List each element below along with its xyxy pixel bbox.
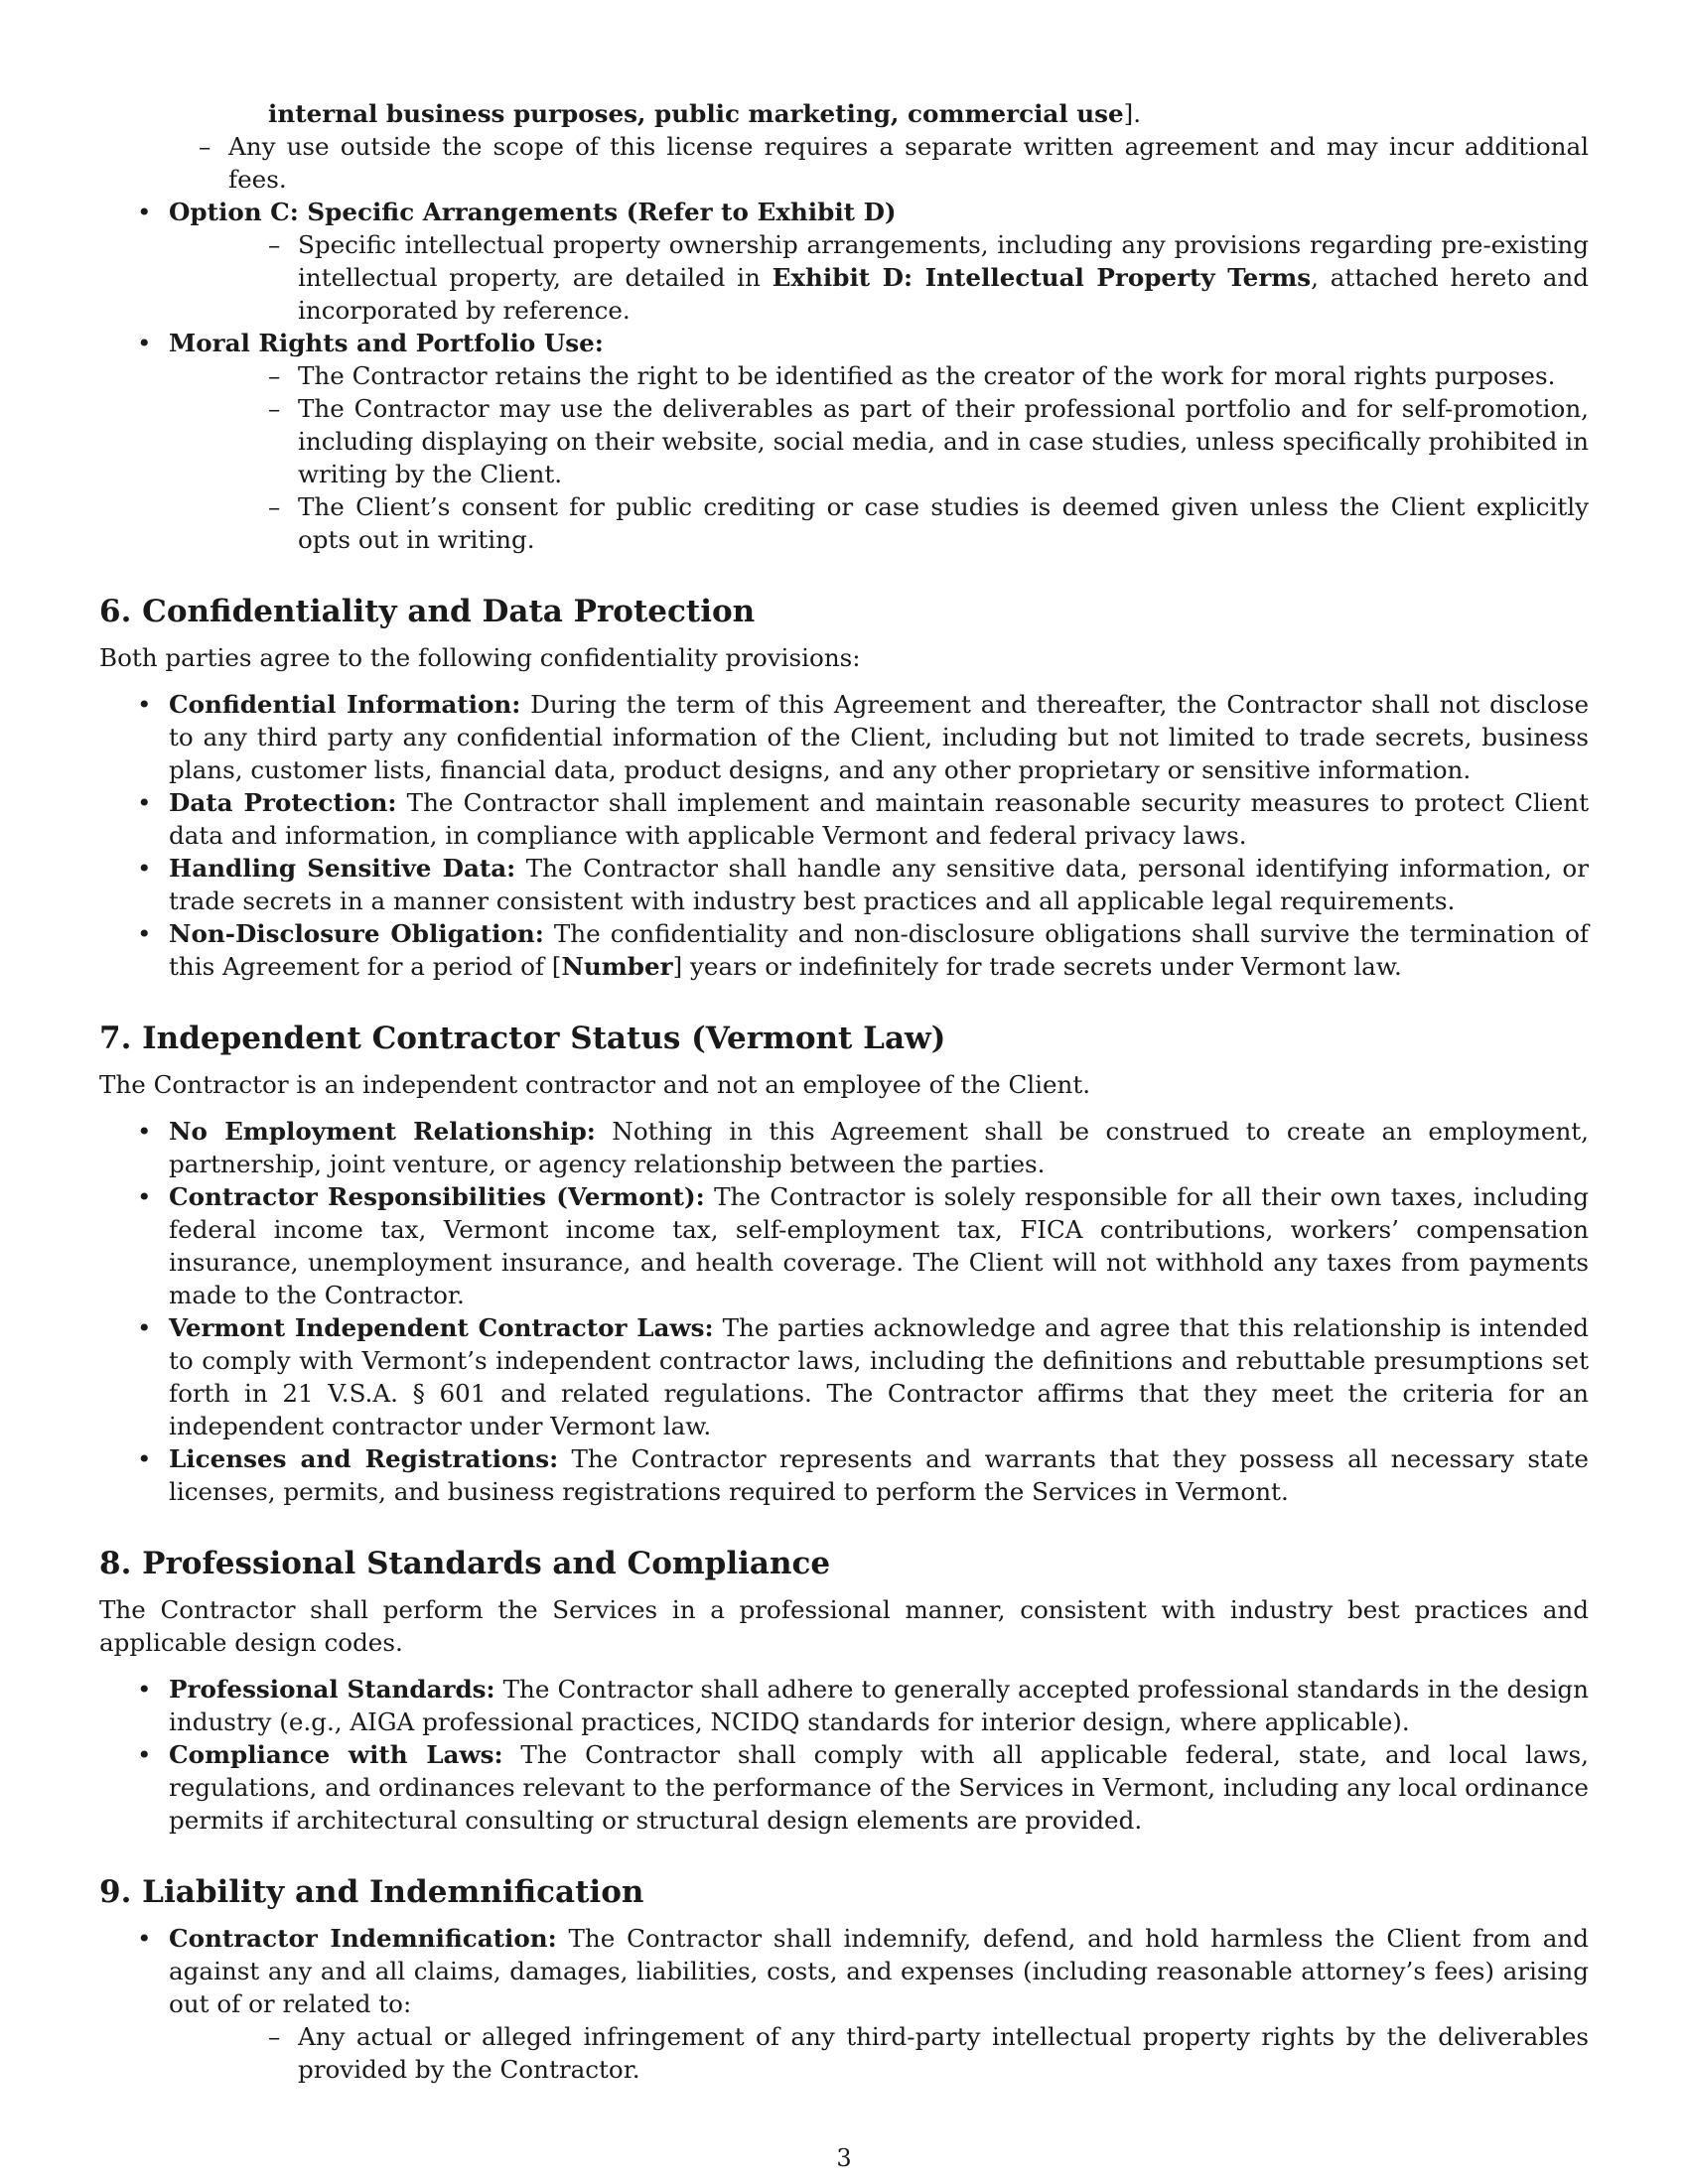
license-continuation [99, 97, 1589, 130]
section-heading-6: 6. Confidentiality and Data Protection [99, 594, 756, 629]
item-label: Contractor Indemnification: [169, 1924, 557, 1953]
item-text: The confidentiality and non-disclosure obligations shall survive the termination of this Agreement for a period of [ [169, 919, 1589, 981]
item-label: Non-Disclosure Obligation: [169, 919, 544, 948]
list-item-option-c [99, 196, 1589, 327]
list-item [99, 917, 1589, 983]
page-number: 3 [836, 2144, 852, 2172]
list-item [99, 688, 1589, 786]
item-text: The Contractor shall comply with all applicable federal, state, and local laws, regulations, and ordinances relevant to the performance of the Services in Vermont, including any local ordinance permits if architectural consulting or structural design elements are provided. [169, 1740, 1589, 1835]
list-item [99, 1738, 1589, 1837]
item-text: The Contractor shall handle any sensitive data, personal identifying information, or trade secrets in a manner consistent with industry best practices and all applicable legal requirements. [169, 854, 1589, 915]
section-heading-7: 7. Independent Contractor Status (Vermont Law) [99, 1021, 946, 1056]
list-item [99, 1442, 1589, 1508]
item-text: The Contractor shall indemnify, defend, and hold harmless the Client from and against any and all claims, damages, liabilities, costs, and expenses (including reasonable attorney’s fees) arising out of or related to: [169, 1924, 1590, 2018]
item-label: Professional Standards: [169, 1675, 495, 1704]
exhibit-d-reference: Exhibit D: Intellectual Property Terms [772, 263, 1312, 292]
section-8-intro: The Contractor shall perform the Services in a professional manner, consistent with industry best practices and applicable design codes. [99, 1595, 1589, 1657]
item-label: Data Protection: [169, 788, 397, 817]
license-sublist [99, 130, 1589, 196]
list-item [99, 786, 1589, 852]
list-item [99, 1115, 1589, 1180]
option-c-title: Option C: Specific Arrangements (Refer to Exhibit D) [169, 198, 897, 226]
item-label: Vermont Independent Contractor Laws: [169, 1313, 714, 1342]
section-7-intro: The Contractor is an independent contractor and not an employee of the Client. [99, 1070, 1091, 1099]
list-item-moral-rights [99, 327, 1589, 556]
list-item: – The Contractor retains the right to be identified as the creator of the work for moral rights purposes. [169, 359, 1589, 392]
section-6-intro: Both parties agree to the following confidentiality provisions: [99, 643, 861, 672]
item-text: The Contractor shall adhere to generally accepted professional standards in the design industry (e.g., AIGA professional practices, NCIDQ standards for interior design, where applicable). [169, 1675, 1589, 1736]
list-item: – Any use outside the scope of this license requires a separate written agreement and may incur additional fees. [99, 130, 1589, 196]
list-item [169, 228, 1589, 327]
list-item: – The Contractor may use the deliverables as part of their professional portfolio and for self-promotion, including displaying on their website, social media, and in case studies, unless specifically prohibited in writing by the Client. [169, 392, 1589, 490]
option-c-text: Specific intellectual property ownership arrangements, including any provisions regarding pre-existing intellectual property, are detailed in [298, 230, 1589, 292]
item-label: No Employment Relationship: [169, 1117, 596, 1146]
ip-options-list [99, 196, 1589, 556]
item-text: The parties acknowledge and agree that this relationship is intended to comply with Vermont’s independent contractor laws, including the definitions and rebuttable presumptions set forth in 21 V.S.A. § 601 and related regulations. The Contractor affirms that they meet the criteria for an independent contractor under Vermont law. [169, 1313, 1590, 1440]
item-text: During the term of this Agreement and thereafter, the Contractor shall not disclose to any third party any confidential information of the Client, including but not limited to trade secrets, business plans, customer lists, financial data, product designs, and any other proprietary or sensitive information. [169, 690, 1589, 784]
moral-rights-title: Moral Rights and Portfolio Use: [169, 329, 604, 357]
number-placeholder: Number [561, 952, 673, 981]
item-label: Compliance with Laws: [169, 1740, 503, 1769]
section-8-list [99, 1673, 1589, 1837]
item-text: The Contractor represents and warrants that they possess all necessary state licenses, permits, and business registrations required to perform the Services in Vermont. [169, 1444, 1589, 1506]
item-text: Nothing in this Agreement shall be construed to create an employment, partnership, joint venture, or agency relationship between the parties. [169, 1117, 1589, 1178]
list-item [99, 1922, 1589, 2086]
list-item [99, 1673, 1589, 1738]
item-text: The Contractor shall implement and maintain reasonable security measures to protect Client data and information, in compliance with applicable Vermont and federal privacy laws. [169, 788, 1589, 850]
item-text: The Contractor is solely responsible for all their own taxes, including federal income tax, Vermont income tax, self-employment tax, FICA contributions, workers’ compensation insurance, unemployment insurance, and health coverage. The Client will not withhold any taxes from payments made to the Contractor. [169, 1182, 1589, 1309]
section-6-list [99, 688, 1589, 983]
option-c-text-end: , attached hereto and incorporated by reference. [298, 263, 1589, 325]
section-9-list [99, 1922, 1589, 2086]
list-item: – Any actual or alleged infringement of any third-party intellectual property rights by the deliverables provided by the Contractor. [169, 2020, 1589, 2086]
list-item [99, 1311, 1589, 1442]
item-text-end: ] years or indefinitely for trade secrets under Vermont law. [672, 952, 1402, 981]
item-label: Licenses and Registrations: [169, 1444, 559, 1473]
license-scope-bold: internal business purposes, public marketing, commercial use [268, 99, 1124, 128]
section-heading-9: 9. Liability and Indemnification [99, 1874, 644, 1910]
document-page [99, 97, 1589, 2086]
list-item [99, 1180, 1589, 1311]
item-label: Contractor Responsibilities (Vermont): [169, 1182, 705, 1211]
list-item [99, 852, 1589, 917]
section-7-list [99, 1115, 1589, 1508]
item-label: Handling Sensitive Data: [169, 854, 516, 883]
list-item: – The Client’s consent for public crediting or case studies is deemed given unless the Client explicitly opts out in writing. [169, 490, 1589, 556]
license-scope-tail: ]. [1123, 99, 1142, 128]
item-label: Confidential Information: [169, 690, 521, 719]
section-heading-8: 8. Professional Standards and Compliance [99, 1546, 831, 1581]
